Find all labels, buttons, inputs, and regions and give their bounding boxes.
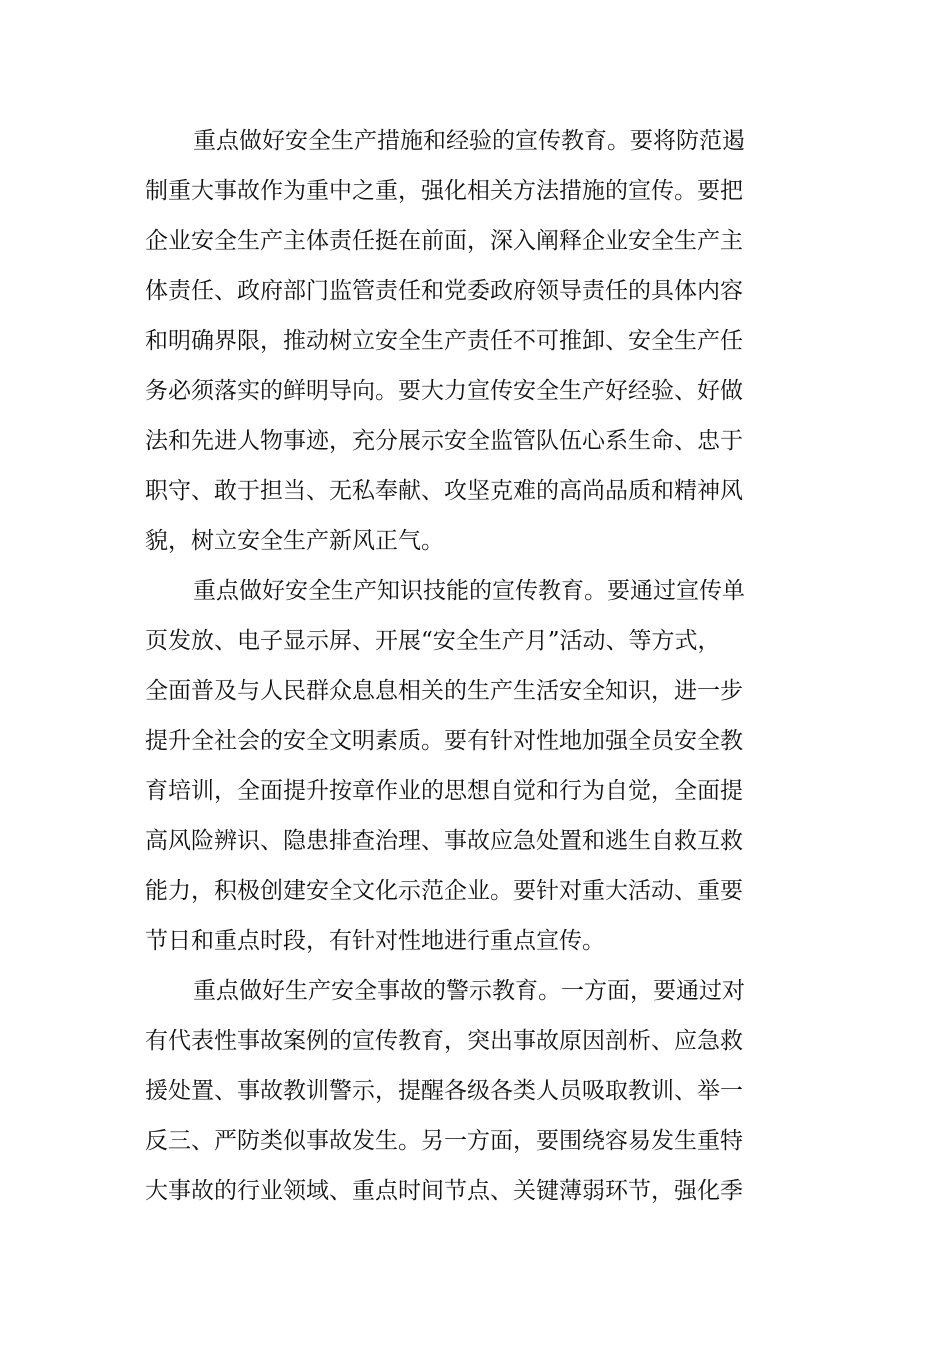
paragraph-line: 页发放、电子显示屏、开展“安全生产月”活动、等方式， xyxy=(145,628,721,654)
paragraph-line: 和明确界限，推动树立安全生产责任不可推卸、安全生产任 xyxy=(145,328,743,354)
paragraph-line: 企业安全生产主体责任挺在前面，深入阐释企业安全生产主 xyxy=(145,228,743,254)
paragraph-line: 制重大事故作为重中之重，强化相关方法措施的宣传。要把 xyxy=(145,178,743,204)
paragraph-line: 育培训，全面提升按章作业的思想自觉和行为自觉，全面提 xyxy=(145,778,743,804)
paragraph-line: 貌，树立安全生产新风正气。 xyxy=(145,528,444,554)
paragraph-line: 体责任、政府部门监管责任和党委政府领导责任的具体内容 xyxy=(145,278,743,304)
document-body xyxy=(145,116,745,1216)
paragraph-line: 节日和重点时段，有针对性地进行重点宣传。 xyxy=(145,928,605,954)
paragraph-line: 援处置、事故教训警示，提醒各级各类人员吸取教训、举一 xyxy=(145,1078,743,1104)
paragraph-line: 重点做好安全生产知识技能的宣传教育。要通过宣传单 xyxy=(193,578,745,604)
paragraph-line: 全面普及与人民群众息息相关的生产生活安全知识，进一步 xyxy=(145,678,743,704)
paragraph-line: 重点做好安全生产措施和经验的宣传教育。要将防范遏 xyxy=(193,128,745,154)
paragraph-line: 反三、严防类似事故发生。另一方面，要围绕容易发生重特 xyxy=(145,1128,743,1154)
paragraph-line: 有代表性事故案例的宣传教育，突出事故原因剖析、应急救 xyxy=(145,1028,743,1054)
paragraph-line: 高风险辨识、隐患排查治理、事故应急处置和逃生自救互救 xyxy=(145,828,743,854)
paragraph-line: 能力，积极创建安全文化示范企业。要针对重大活动、重要 xyxy=(145,878,743,904)
paragraph-line: 大事故的行业领域、重点时间节点、关键薄弱环节，强化季 xyxy=(145,1178,743,1204)
paragraph-line: 务必须落实的鲜明导向。要大力宣传安全生产好经验、好做 xyxy=(145,378,743,404)
paragraph-line: 职守、敢于担当、无私奉献、攻坚克难的高尚品质和精神风 xyxy=(145,478,743,504)
paragraph-line: 重点做好生产安全事故的警示教育。一方面，要通过对 xyxy=(193,978,745,1004)
paragraph-line: 提升全社会的安全文明素质。要有针对性地加强全员安全教 xyxy=(145,728,743,754)
paragraph-line: 法和先进人物事迹，充分展示安全监管队伍心系生命、忠于 xyxy=(145,428,743,454)
